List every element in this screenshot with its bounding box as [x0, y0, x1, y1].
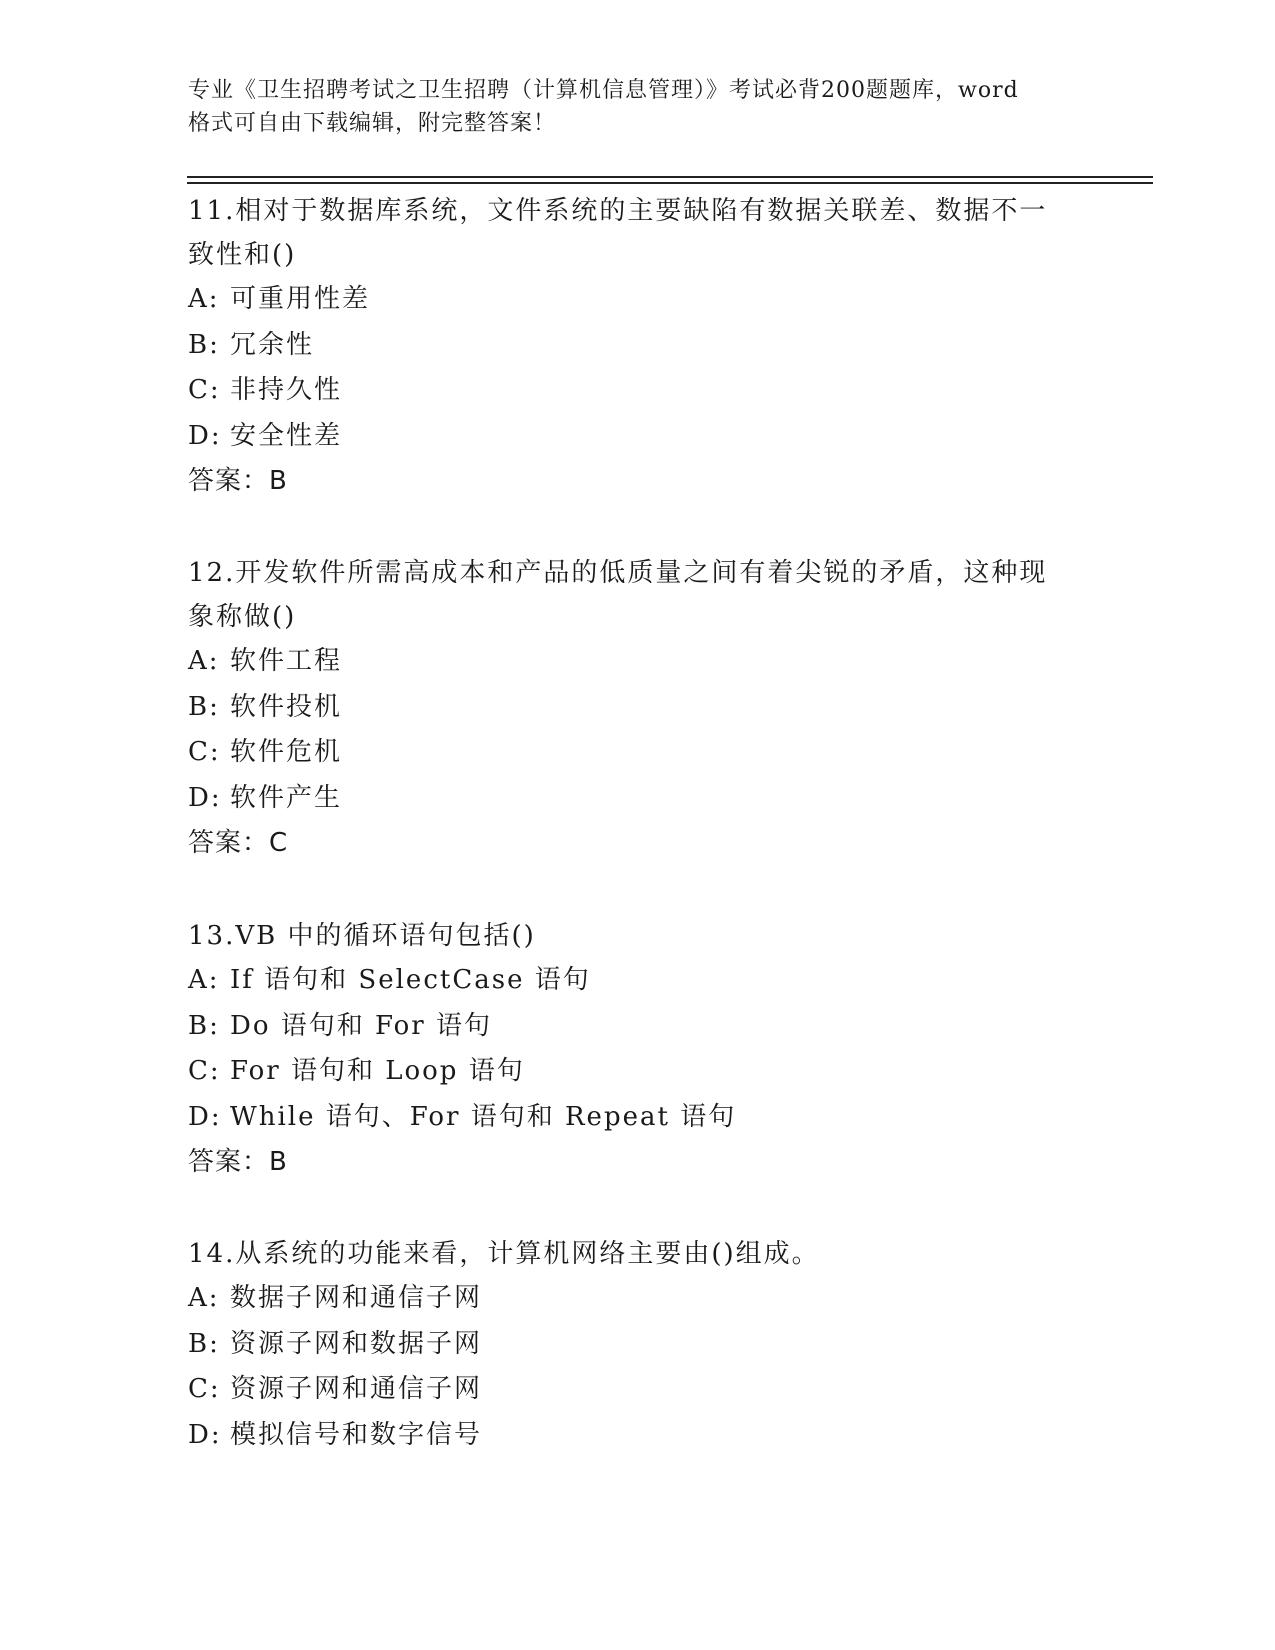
option-text: If 语句和 SelectCase 语句 — [230, 965, 591, 995]
option-c — [188, 1367, 1088, 1413]
option-key: B: — [188, 329, 220, 360]
option-text: 模拟信号和数字信号 — [230, 1419, 483, 1450]
option-a — [188, 639, 1088, 685]
option-text: 软件工程 — [230, 646, 343, 676]
option-d — [188, 1095, 1088, 1141]
question-stem — [188, 189, 1088, 277]
option-a — [188, 1276, 1088, 1322]
option-key: B: — [188, 691, 220, 722]
question-stem — [188, 914, 1088, 958]
option-d — [188, 1413, 1088, 1459]
option-a — [188, 277, 1088, 323]
option-key: B: — [188, 1328, 220, 1359]
question-stem-line-2: 致性和() — [188, 240, 297, 270]
option-text: 冗余性 — [230, 329, 315, 360]
answer: 答案：B — [188, 1147, 288, 1177]
option-b — [188, 323, 1088, 369]
document-header — [188, 74, 1088, 140]
option-b — [188, 1322, 1088, 1368]
answer: 答案：B — [188, 466, 288, 496]
answer: 答案：C — [188, 828, 289, 858]
option-key: A: — [188, 646, 220, 676]
option-key: D: — [188, 420, 222, 451]
option-key: C: — [188, 1374, 221, 1404]
option-b — [188, 685, 1088, 731]
option-d — [188, 776, 1088, 822]
option-b — [188, 1004, 1088, 1050]
option-c — [188, 368, 1088, 414]
option-key: A: — [188, 965, 220, 995]
option-c — [188, 730, 1088, 776]
option-text: 数据子网和通信子网 — [230, 1283, 483, 1313]
header-line-2: 格式可自由下载编辑，附完整答案！ — [188, 111, 557, 136]
question-stem-line-1: 13.VB 中的循环语句包括() — [188, 921, 536, 951]
header-divider-bottom — [187, 182, 1153, 184]
option-a — [188, 958, 1088, 1004]
option-text: 资源子网和数据子网 — [230, 1328, 483, 1359]
option-key: C: — [188, 1056, 221, 1086]
question-14 — [188, 1232, 1088, 1458]
question-13 — [188, 914, 1088, 1185]
option-text: For 语句和 Loop 语句 — [230, 1056, 525, 1086]
option-key: A: — [188, 284, 220, 314]
option-text: Do 语句和 For 语句 — [230, 1010, 492, 1041]
question-11 — [188, 189, 1088, 504]
option-key: C: — [188, 375, 221, 405]
option-text: 软件产生 — [230, 782, 343, 813]
question-stem-line-2: 象称做() — [188, 602, 297, 632]
option-text: While 语句、For 语句和 Repeat 语句 — [230, 1101, 737, 1132]
header-line-1: 专业《卫生招聘考试之卫生招聘（计算机信息管理）》考试必背200题题库，word — [188, 78, 1019, 103]
option-key: D: — [188, 1101, 222, 1132]
option-key: C: — [188, 737, 221, 767]
question-12 — [188, 551, 1088, 866]
option-text: 软件危机 — [230, 737, 343, 767]
option-d — [188, 414, 1088, 460]
option-key: A: — [188, 1283, 220, 1313]
option-key: B: — [188, 1010, 220, 1041]
option-text: 软件投机 — [230, 691, 343, 722]
question-stem-line-1: 14.从系统的功能来看，计算机网络主要由()组成。 — [188, 1239, 820, 1269]
option-key: D: — [188, 1419, 222, 1450]
question-stem — [188, 1232, 1088, 1276]
option-key: D: — [188, 782, 222, 813]
option-text: 安全性差 — [230, 420, 343, 451]
header-divider-top — [187, 176, 1153, 178]
option-c — [188, 1049, 1088, 1095]
option-text: 资源子网和通信子网 — [230, 1374, 483, 1404]
option-text: 可重用性差 — [230, 284, 371, 314]
option-text: 非持久性 — [230, 375, 343, 405]
question-stem-line-1: 12.开发软件所需高成本和产品的低质量之间有着尖锐的矛盾，这种现 — [188, 558, 1048, 588]
question-stem-line-1: 11.相对于数据库系统，文件系统的主要缺陷有数据关联差、数据不一 — [188, 196, 1048, 226]
question-stem — [188, 551, 1088, 639]
